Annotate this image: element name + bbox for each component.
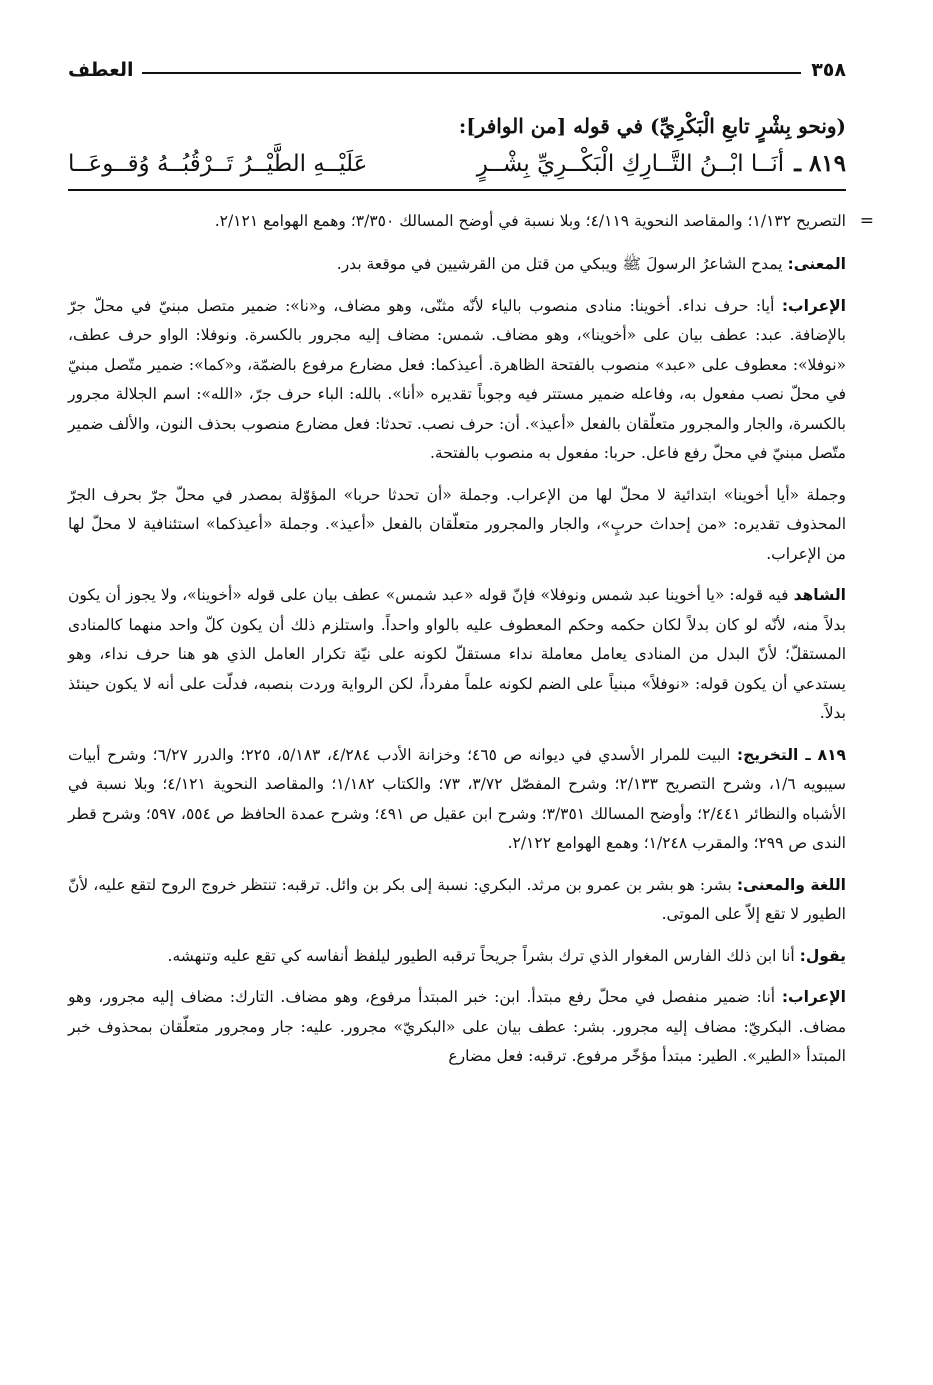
lugha-label: اللغة والمعنى: bbox=[736, 875, 846, 894]
continuation-marker: = bbox=[859, 211, 874, 231]
yaqul-label: يقول: bbox=[799, 946, 846, 965]
shahid-label: الشاهد bbox=[793, 586, 846, 604]
shahid-paragraph bbox=[68, 581, 846, 729]
verse-first-hemistich: أنَــا ابْــنُ التَّــارِكِ الْبَكْــرِيِّ بِشْــرٍ bbox=[476, 151, 785, 177]
takhrij-text: البيت للمرار الأسدي في ديوانه ص ٤٦٥؛ وخزانة الأدب ٤/٢٨٤، ٥/١٨٣، ٢٢٥؛ والدرر ٦/٢٧؛ وشرح أبيات سيبويه ١/٦، وشرح التصريح ٢/١٣٣؛ وشرح المفصّل ٣/٧٢، ٧٣؛ والكتاب ١/١٨٢؛ والمقاصد النحوية ٤/١٢١؛ وبلا نسبة في الأشباه والنظائر ٢/٤٤١؛ وأوضح المسالك ٣/٣٥١؛ وشرح ابن عقيل ص ٤٩١؛ وشرح عمدة الحافظ ص ٥٥٤، ٥٩٧؛ وشرح قطر الندى ص ٢٩٩؛ والمقرب ١/٢٤٨؛ وهمع الهوامع ٢/١٢٢. bbox=[68, 745, 846, 852]
lugha-text: بشر: هو بشر بن عمرو بن مرثد. البكري: نسبة إلى بكر بن وائل. ترقبه: تنتظر خروج الروح لتقع عليه، لأنّ الطيور لا تقع إلاّ على الموتى. bbox=[68, 875, 846, 923]
verse-second-hemistich: عَلَيْــهِ الطَّيْــرُ تَــرْقُبُــهُ وُقــوعَــا bbox=[68, 151, 368, 177]
irab-text-2: أنا: ضمير منفصل في محلّ رفع مبتدأ. ابن: خبر المبتدأ مرفوع، وهو مضاف. التارك: مضاف إليه مجرور، وهو مضاف. البكريّ: مضاف إليه مجرور. بشر: عطف بيان على «البكريّ» مجرور. عليه: جار ومجرور متعلّقان بمحذوف خبر المبتدأ «الطير». الطير: مبتدأ مؤخّر مرفوع. ترقبه: فعل مضارع bbox=[68, 988, 846, 1065]
verse-intro: (ونحو بِشْرٍ تابعِ الْبَكْرِيِّ) في قوله [من الوافر]: bbox=[458, 114, 846, 138]
poetry-verse bbox=[68, 150, 846, 191]
irab-paragraph-1 bbox=[68, 292, 846, 469]
meaning-text: يمدح الشاعرُ الرسولَ ﷺ ويبكي من قتل من القرشيين في موقعة بدر. bbox=[336, 255, 783, 273]
meaning-paragraph bbox=[68, 250, 846, 280]
meaning-label: المعنى: bbox=[787, 255, 846, 273]
yaqul-paragraph bbox=[68, 942, 846, 972]
page-number: ٣٥٨ bbox=[811, 59, 846, 81]
book-page bbox=[68, 52, 874, 1072]
footnote-text: التصريح ١/١٣٢؛ والمقاصد النحوية ٤/١١٩؛ وبلا نسبة في أوضح المسالك ٣/٣٥٠؛ وهمع الهوامع ٢/١٢١. bbox=[214, 212, 846, 230]
footnote-continuation bbox=[68, 207, 874, 236]
lugha-paragraph bbox=[68, 871, 846, 930]
page-header bbox=[68, 52, 846, 88]
chapter-title: العطف bbox=[68, 59, 134, 81]
yaqul-text: أنا ابن ذلك الفارس المغوار الذي ترك بشراً جريحاً ترقبه الطيور ليلفظ أنفاسه كي تقع عليه وتنهشه. bbox=[167, 946, 795, 965]
sentences-paragraph: وجملة «أيا أخوينا» ابتدائية لا محلّ لها من الإعراب. وجملة «أن تحدثا حربا» المؤوّلة بمصدر في محلّ جرّ بحرف الجرّ المحذوف تقديره: «من إحداث حربٍ»، والجار والمجرور متعلّقان بالفعل «أعيذ». وجملة «أعيذكما» استئنافية لا محلّ لها من الإعراب. bbox=[68, 485, 846, 563]
verse-number: ٨١٩ ـ bbox=[794, 150, 846, 177]
irab-text-1: أيا: حرف نداء. أخوينا: منادى منصوب بالياء لأنّه مثنّى، وهو مضاف، و«نا»: ضمير متصل مبنيّ في محلّ جرّ بالإضافة. عبد: عطف بيان على «أخوينا»، وهو مضاف. شمس: مضاف إليه مجرور بالكسرة. ونوفلا: الواو حرف عطف، «نوفلا»: معطوف على «عبد» منصوب بالفتحة الظاهرة. أعيذكما: فعل مضارع مرفوع بالضمّة، و«كما»: ضمير متّصل مبنيّ في محلّ نصب مفعول به، وفاعله ضمير مستتر فيه وجوباً تقديره «أنا». بالله: الباء حرف جرّ، «الله»: اسم الجلالة مجرور بالكسرة، والجار والمجرور متعلّقان بالفعل «أعيذ». أن: حرف نصب. تحدثا: فعل مضارع منصوب بحذف النون، والألف ضمير متّصل مبنيّ في محلّ رفع فاعل. حربا: مفعول به منصوب بالفتحة. bbox=[68, 296, 846, 462]
takhrij-paragraph bbox=[68, 741, 846, 859]
irab-paragraph-2 bbox=[68, 983, 846, 1072]
irab-label-1: الإعراب: bbox=[781, 296, 846, 315]
takhrij-label: ٨١٩ ـ التخريج: bbox=[736, 745, 846, 764]
shahid-text: فيه قوله: «يا أخوينا عبد شمس ونوفلا» فإنّ قوله «عبد شمس» عطف بيان على قوله «أخوينا»، ولا يجوز أن يكون بدلاً منه، لأنّه لو كان بدلاً لكان حكمه وحكم المعطوف عليه بالواو واحداً. واستلزم ذلك أن يكون كلّ واحد منهما كالمنادى المستقلّ؛ لأنّ البدل من المنادى يعامل معاملة نداء مستقلّ لكونه على نيّة تكرار العامل الذي هو هنا حرف نداء، وهو يستدعي أن يكون قوله: «نوفلاً» مبنياً على الضم لكونه علماً مفرداً، لكن الرواية وردت بنصبه، فدلّت على أنه لا يكون حينئذ بدلاً. bbox=[68, 586, 846, 722]
irab-label-2: الإعراب: bbox=[781, 988, 846, 1006]
header-rule bbox=[142, 72, 802, 74]
